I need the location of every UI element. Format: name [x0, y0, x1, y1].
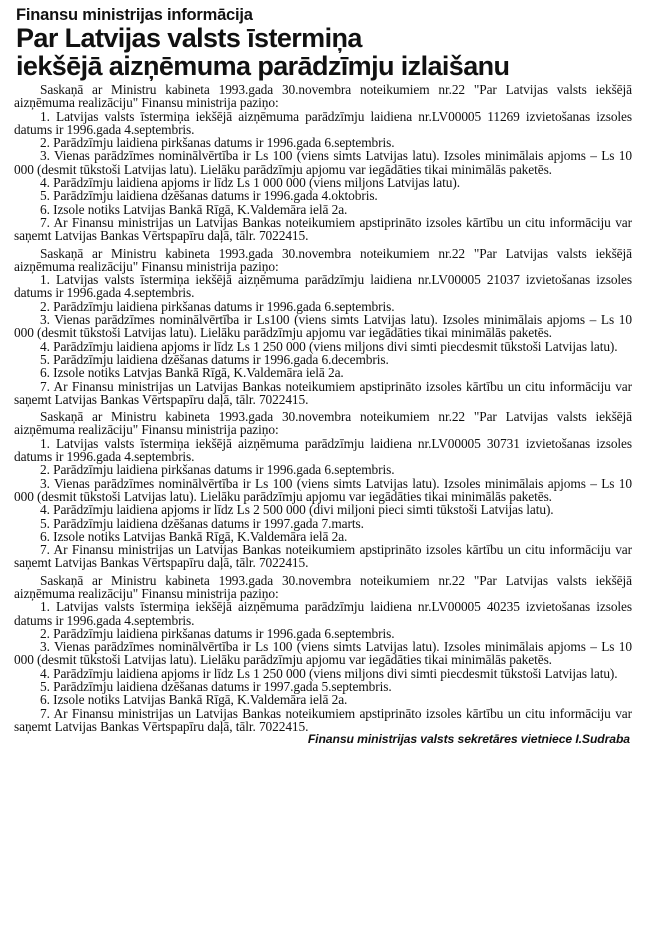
- section-item: 6. Izsole notiks Latvijas Bankā Rīgā, K.Valdemāra ielā 2a.: [40, 692, 348, 708]
- section-item: 7. Ar Finansu ministrijas un Latvijas Bankas noteikumiem apstiprināto izsoles kārtību un citu informāciju var saņemt Latvijas Bankas Vērtspapīru daļā, tālr. 7022415.: [14, 705, 632, 734]
- article-signature: Finansu ministrijas valsts sekretāres vietniece I.Sudraba: [307, 732, 630, 747]
- section-item: 5. Parādzīmju laidiena dzēšanas datums ir 1996.gada 6.decembris.: [40, 351, 389, 367]
- section-item: 4. Parādzīmju laidiena apjoms ir līdz Ls 1 250 000 (viens miljons divi simti piecdesmit tūkstoši Latvijas latu).: [40, 665, 618, 681]
- announcement-section: [14, 410, 632, 570]
- section-item: 3. Vienas parādzīmes nominālvērtība ir Ls 100 (viens simts Latvijas latu). Izsoles minimālais apjoms – Ls 10 000 (desmit tūkstoši Latvijas latu). Lielāku parādzīmju apjomu var iegādāties tikai minimālās paketēs.: [14, 475, 632, 504]
- section-item: 5. Parādzīmju laidiena dzēšanas datums ir 1996.gada 4.oktobris.: [40, 188, 378, 204]
- section-item: 4. Parādzīmju laidiena apjoms ir līdz Ls 1 250 000 (viens miljons divi simti piecdesmit tūkstoši Latvijas latu).: [40, 338, 618, 354]
- section-item: 2. Parādzīmju laidiena pirkšanas datums ir 1996.gada 6.septembris.: [40, 625, 395, 641]
- announcement-section: [14, 83, 632, 243]
- section-item: 1. Latvijas valsts īstermiņa iekšējā aizņēmuma parādzīmju laidiena nr.LV00005 30731 izvietošanas izsoles datums ir 1996.gada 4.septembris.: [14, 435, 632, 465]
- section-item: 3. Vienas parādzīmes nominālvērtība ir Ls 100 (viens simts Latvijas latu). Izsoles minimālais apjoms – Ls 10 000 (desmit tūkstoši Latvijas latu). Lielāku parādzīmju apjomu var iegādāties tikai minimālās paketēs.: [14, 148, 632, 177]
- section-item: 3. Vienas parādzīmes nominālvērtība ir Ls100 (viens simts Latvijas latu). Izsoles minimālais apjoms – Ls 10 000 (desmit tūkstoši Latvijas latu). Lielāku parādzīmju apjomu var iegādāties tikai minimālās paketēs.: [14, 312, 632, 341]
- section-item: 6. Izsole notiks Latvijas Bankā Rīgā, K.Valdemāra ielā 2a.: [40, 201, 348, 217]
- section-item: 4. Parādzīmju laidiena apjoms ir līdz Ls 2 500 000 (divi miljoni pieci simti tūkstoši Latvijas latu).: [40, 502, 554, 518]
- section-item: 6. Izsole notiks Latvijas Bankā Rīgā, K.Valdemāra ielā 2a.: [40, 528, 348, 544]
- headline-line-1: Par Latvijas valsts īstermiņa: [16, 23, 362, 53]
- section-item: 2. Parādzīmju laidiena pirkšanas datums ir 1996.gada 6.septembris.: [40, 135, 395, 151]
- section-item: 1. Latvijas valsts īstermiņa iekšējā aizņēmuma parādzīmju laidiena nr.LV00005 21037 izvietošanas izsoles datums ir 1996.gada 4.septembris.: [14, 272, 632, 301]
- section-intro: Saskaņā ar Ministru kabineta 1993.gada 30.novembra noteikumiem nr.22 "Par Latvijas valsts iekšējā aizņēmuma realizāciju" Finansu ministrija paziņo:: [14, 572, 632, 601]
- section-item: 7. Ar Finansu ministrijas un Latvijas Bankas noteikumiem apstiprināto izsoles kārtību un citu informāciju var saņemt Latvijas Bankas Vērtspapīru daļā, tālr. 7022415.: [14, 378, 632, 407]
- newspaper-article: [14, 6, 632, 746]
- section-item: 5. Parādzīmju laidiena dzēšanas datums ir 1997.gada 7.marts.: [40, 515, 364, 531]
- section-item: 1. Latvijas valsts īstermiņa iekšējā aizņēmuma parādzīmju laidiena nr.LV00005 11269 izvietošanas izsoles datums ir 1996.gada 4.septembris.: [14, 108, 632, 137]
- section-intro: Saskaņā ar Ministru kabineta 1993.gada 30.novembra noteikumiem nr.22 "Par Latvijas valsts iekšējā aizņēmuma realizāciju" Finansu ministrija paziņo:: [14, 82, 632, 111]
- announcement-section: [14, 247, 632, 407]
- article-headline: [16, 24, 632, 80]
- headline-line-2: iekšējā aizņēmuma parādzīmju izlaišanu: [16, 51, 510, 81]
- section-item: 1. Latvijas valsts īstermiņa iekšējā aizņēmuma parādzīmju laidiena nr.LV00005 40235 izvietošanas izsoles datums ir 1996.gada 4.septembris.: [14, 599, 632, 628]
- section-item: 7. Ar Finansu ministrijas un Latvijas Bankas noteikumiem apstiprināto izsoles kārtību un citu informāciju var saņemt Latvijas Bankas Vērtspapīru daļā, tālr. 7022415.: [14, 214, 632, 244]
- section-item: 4. Parādzīmju laidiena apjoms ir līdz Ls 1 000 000 (viens miljons Latvijas latu).: [40, 175, 460, 191]
- section-intro: Saskaņā ar Ministru kabineta 1993.gada 30.novembra noteikumiem nr.22 "Par Latvijas valsts iekšējā aizņēmuma realizāciju" Finansu ministrija paziņo:: [14, 409, 632, 438]
- section-intro: Saskaņā ar Ministru kabineta 1993.gada 30.novembra noteikumiem nr.22 "Par Latvijas valsts iekšējā aizņēmuma realizāciju" Finansu ministrija paziņo:: [14, 245, 632, 274]
- article-body: [14, 83, 632, 746]
- section-item: 2. Parādzīmju laidiena pirkšanas datums ir 1996.gada 6.septembris.: [40, 298, 395, 314]
- section-item: 2. Parādzīmju laidiena pirkšanas datums ir 1996.gada 6.septembris.: [40, 462, 395, 478]
- section-item: 5. Parādzīmju laidiena dzēšanas datums ir 1997.gada 5.septembris.: [40, 679, 392, 695]
- section-item: 7. Ar Finansu ministrijas un Latvijas Bankas noteikumiem apstiprināto izsoles kārtību un citu informāciju var saņemt Latvijas Bankas Vērtspapīru daļā, tālr. 7022415.: [14, 542, 632, 571]
- section-item: 3. Vienas parādzīmes nominālvērtība ir Ls 100 (viens simts Latvijas latu). Izsoles minimālais apjoms – Ls 10 000 (desmit tūkstoši Latvijas latu). Lielāku parādzīmju apjomu var iegādāties tikai minimālās paketēs.: [14, 639, 632, 668]
- article-kicker: Finansu ministrijas informācija: [16, 6, 253, 24]
- announcement-section: [14, 574, 632, 734]
- section-item: 6. Izsole notiks Latvjas Bankā Rīgā, K.Valdemāra ielā 2a.: [40, 365, 344, 381]
